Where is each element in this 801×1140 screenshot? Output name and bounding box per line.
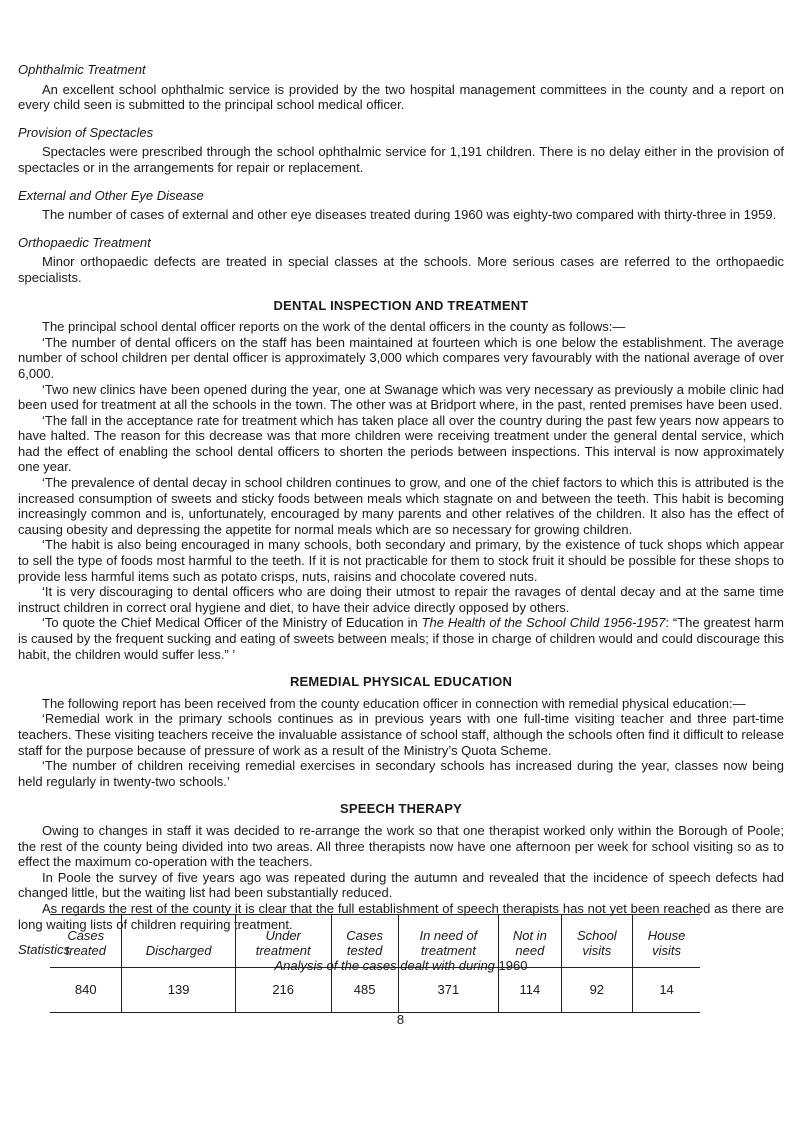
table-row	[50, 968, 700, 1013]
speech-section	[18, 801, 784, 932]
statistics-label: Statistics	[18, 942, 71, 958]
section-eye-disease	[18, 188, 784, 223]
section-text: The number of cases of external and other eye diseases treated during 1960 was eighty-two compared with thirty-three in 1959.	[42, 207, 777, 223]
speech-paragraph: Owing to changes in staff it was decided to re-arrange the work so that one therapist worked only within the Borough of Poole; the rest of the county being divided into two areas. All three therapists now have one afternoon per week for school visiting so as to effect the maximum co-operation with the teachers.	[18, 822, 784, 870]
section-ophthalmic	[18, 62, 784, 113]
table-cell: 840	[50, 968, 122, 1013]
speech-paragraph: In Poole the survey of five years ago was repeated during the autumn and revealed that the incidence of speech defects had changed little, but the waiting list had been substantially reduced.	[18, 869, 784, 901]
table-cell: 92	[561, 968, 633, 1013]
table-cell: 139	[122, 968, 235, 1013]
column-header: House visits	[633, 915, 700, 968]
section-heading: Provision of Spectacles	[18, 124, 154, 140]
dental-paragraph: ‘The fall in the acceptance rate for treatment which has taken place all over the country during the past few years now appears to have halted. The reason for this decrease was that more children were receiving treatment under the general dental service, which had the effect of enabling the school dental officers to shorten the periods between inspections. This interval is now approximately one year.	[18, 412, 784, 475]
dental-title: DENTAL INSPECTION AND TREATMENT	[273, 297, 529, 313]
quote-intro: ‘To quote the Chief Medical Officer of the Ministry of Education in	[42, 615, 422, 631]
speech-title: SPEECH THERAPY	[340, 801, 462, 817]
dental-paragraph: ‘It is very discouraging to dental officers who are doing their utmost to repair the ravages of dental decay and at the same time instruct children in correct oral hygiene and diet, to have their advice directly opposed by others.	[18, 584, 784, 615]
section-orthopaedic	[18, 235, 784, 286]
table-header-row	[50, 915, 700, 968]
section-heading: External and Other Eye Disease	[18, 187, 204, 203]
column-header: School visits	[561, 915, 633, 968]
caption-year: 1960	[498, 958, 528, 974]
section-text: Minor orthopaedic defects are treated in special classes at the schools. More serious cases are referred to the orthopaedic specialists.	[18, 254, 784, 285]
dental-quote-paragraph	[18, 615, 784, 662]
remedial-title: REMEDIAL PHYSICAL EDUCATION	[289, 674, 513, 690]
column-header: Cases tested	[331, 915, 398, 968]
table-cell: 216	[235, 968, 331, 1013]
section-text: Spectacles were prescribed through the school ophthalmic service for 1,191 children. There is no delay either in the provision of spectacles or in the arrangements for repair or replacement.	[18, 144, 784, 175]
quote-source-title: The Health of the School Child 1956-1957	[421, 615, 666, 631]
dental-paragraph: ‘Two new clinics have been opened during the year, one at Swanage which was very necessary as previously a mobile clinic had been used for treatment at all the schools in the town. The other was at Bridport where, in the past, rented premises have been used.	[18, 381, 784, 413]
remedial-paragraph: ‘The number of children receiving remedial exercises in secondary schools has increased during the year, classes now being held regularly in twenty-two schools.’	[18, 758, 784, 789]
section-spectacles	[18, 125, 784, 176]
dental-paragraph: ‘The habit is also being encouraged in many schools, both secondary and primary, by the existence of tuck shops which appear to sell the type of foods most harmful to the teeth. If it is not practicable for them to stock fruit it should be possible for these shops to provide less harmful items such as potato crisps, nuts, raisins and chocolate covered nuts.	[18, 537, 784, 584]
column-header: Cases treated	[50, 915, 122, 968]
remedial-paragraph: The following report has been received from the county education officer in connection with remedial physical education:—	[42, 695, 746, 711]
section-text: An excellent school ophthalmic service is provided by the two hospital management committees in the county and a report on every child seen is submitted to the principal school medical officer.	[18, 81, 784, 113]
section-heading: Orthopaedic Treatment	[18, 234, 151, 250]
page-number: 8	[396, 1012, 405, 1027]
column-header: Under treatment	[235, 915, 331, 968]
column-header: Discharged	[122, 915, 235, 968]
document-page	[18, 62, 784, 972]
statistics-table	[50, 914, 700, 1013]
caption-text: Analysis of the cases dealt with during	[274, 958, 495, 974]
column-header: In need of treatment	[398, 915, 499, 968]
dental-section	[18, 298, 784, 663]
dental-paragraph: ‘The prevalence of dental decay in school children continues to grow, and one of the chief factors to which this is attributed is the increased consumption of sweets and sticky foods between meals which stagnate on and between the teeth. This habit is becoming increasingly common and is, unfortunately, encouraged by many parents and other relatives of the children. It also has the effect of causing obesity and depressing the appetite for normal meals which are so necessary for growing children.	[18, 475, 784, 537]
table-cell: 114	[499, 968, 561, 1013]
remedial-paragraph: ‘Remedial work in the primary schools continues as in previous years with one full-time visiting teacher and three part-time teachers. These visiting teachers receive the invaluable assistance of school staff, although the schools often find it difficult to release staff for the purpose because of pressure of work as a result of the Ministry’s Quota Scheme.	[18, 711, 785, 758]
section-heading: Ophthalmic Treatment	[18, 62, 146, 77]
remedial-section	[18, 674, 784, 789]
table-cell: 14	[633, 968, 700, 1013]
column-header: Not in need	[499, 915, 561, 968]
speech-paragraph: As regards the rest of the county it is clear that the full establishment of speech therapists has not yet been reached as there are long waiting lists of children requiring treatment.	[18, 900, 784, 932]
dental-paragraph: ‘The number of dental officers on the staff has been maintained at fourteen which is one below the establishment. The average number of school children per dental officer is approximately 3,000 which compares very favourably with the national average of over 6,000.	[18, 334, 784, 381]
table-cell: 371	[398, 968, 499, 1013]
table-cell: 485	[331, 968, 398, 1013]
quote-text: : “The greatest harm is caused by the frequent sucking and eating of sweets between meals; if those in charge of children would and could discourage this habit, the children would suffer less.” ’	[18, 615, 784, 662]
dental-paragraph: The principal school dental officer reports on the work of the dental officers in the county as follows:—	[42, 319, 626, 335]
